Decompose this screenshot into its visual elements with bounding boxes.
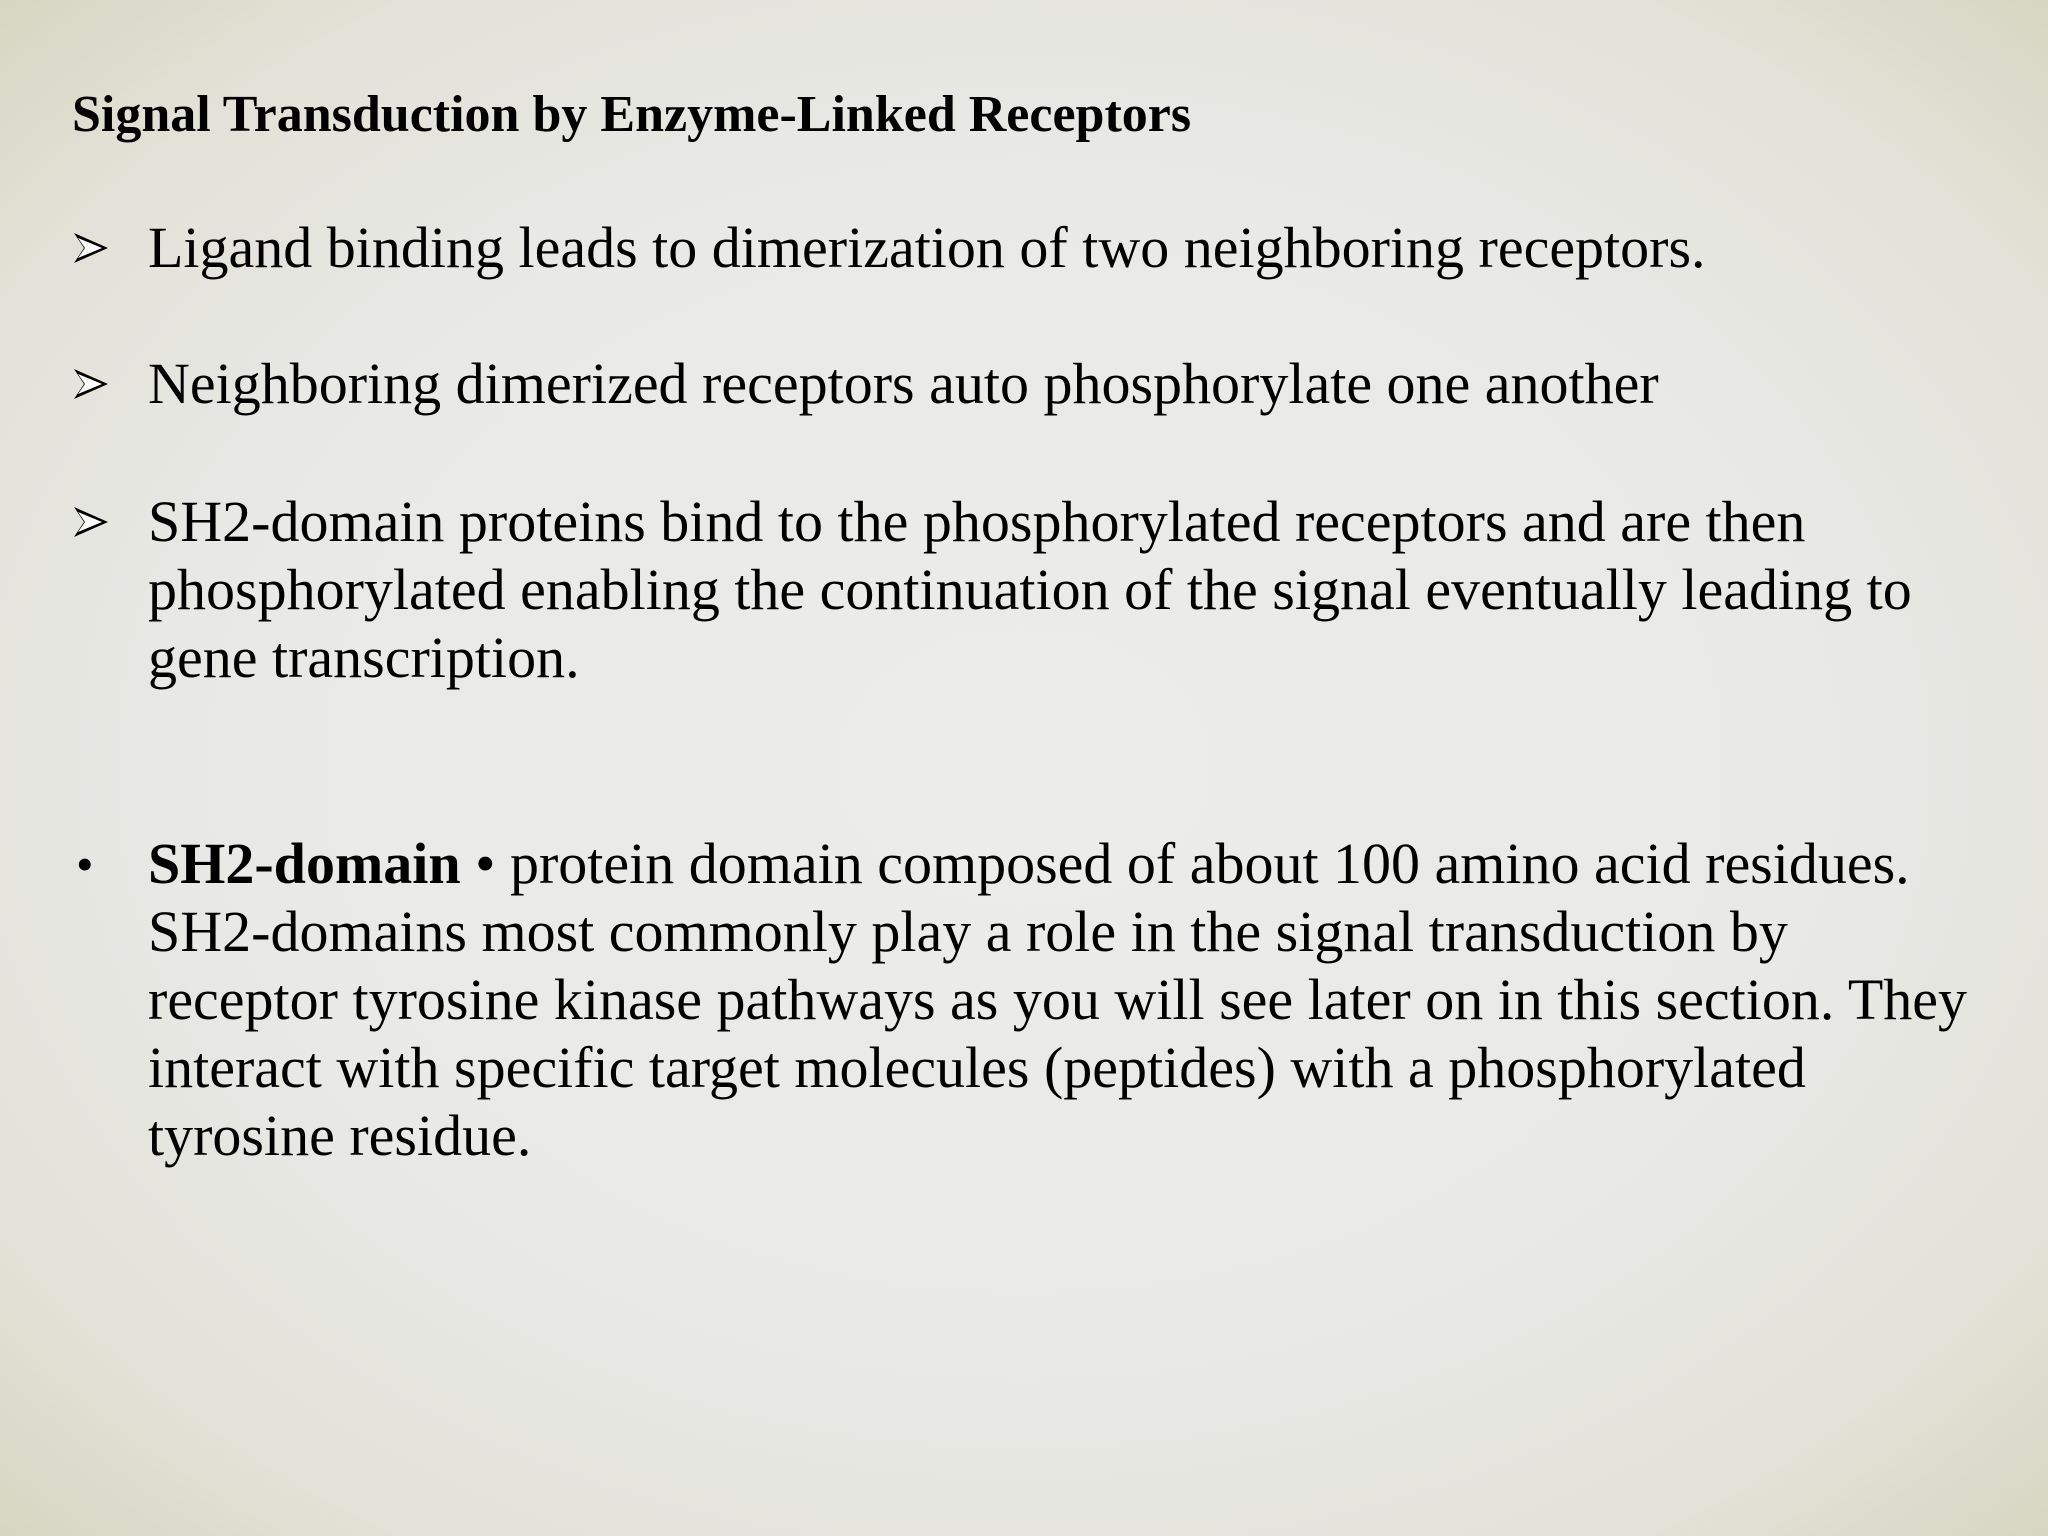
bullet-text: Ligand binding leads to dimerization of two neighboring receptors. xyxy=(148,215,1706,280)
bullet-item xyxy=(72,350,1972,418)
definition-text xyxy=(148,830,1972,1170)
arrowhead-bullet-icon xyxy=(72,488,132,556)
definition-body: protein domain composed of about 100 amino acid residues. SH2-domains most commonly play a role in the signal transduction by receptor tyrosine kinase pathways as you will see later on in this section. They interact with specific target molecules (peptides) with a phosphorylated tyrosine residue. xyxy=(148,831,1968,1168)
definition-item xyxy=(72,830,1972,1170)
bullet-text: SH2-domain proteins bind to the phosphorylated receptors and are then phosphorylated enabling the continuation of the signal eventually leading to gene transcription. xyxy=(148,489,1912,690)
bullet-item xyxy=(72,214,1972,282)
definition-term: SH2-domain xyxy=(148,831,461,896)
bullet-item xyxy=(72,488,1972,692)
bullet-text: Neighboring dimerized receptors auto phosphorylate one another xyxy=(148,351,1659,416)
round-bullet-icon: • xyxy=(76,836,94,892)
arrowhead-bullet-icon xyxy=(72,214,132,282)
definition-separator: • xyxy=(460,831,510,896)
slide-title: Signal Transduction by Enzyme-Linked Receptors xyxy=(72,86,1192,143)
arrowhead-bullet-icon xyxy=(72,350,132,418)
